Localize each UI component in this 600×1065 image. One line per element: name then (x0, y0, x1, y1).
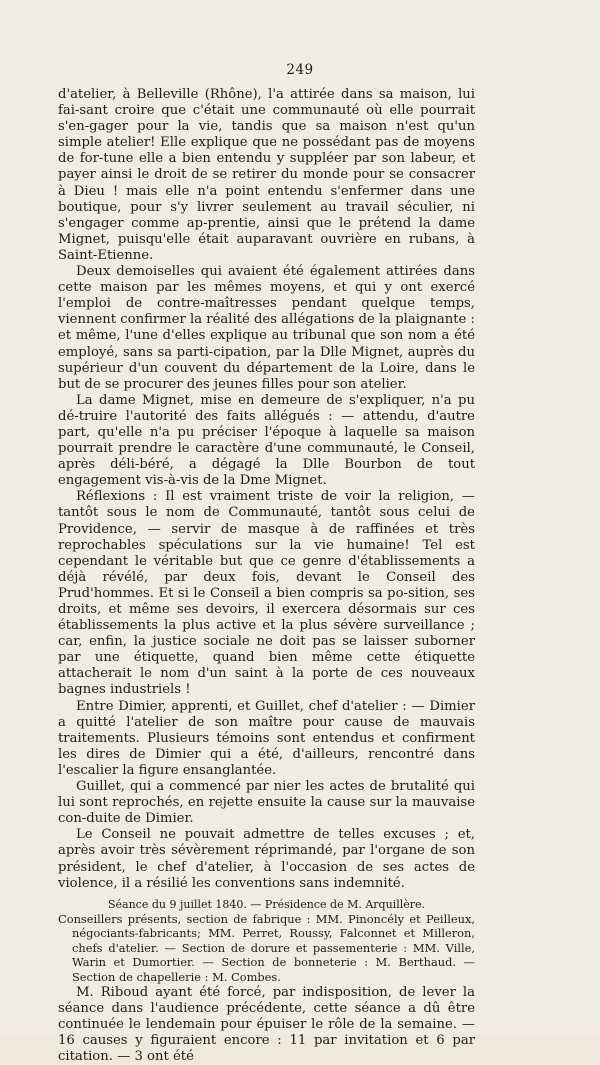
page-body (58, 87, 475, 1065)
paragraph-1: d'atelier, à Belleville (Rhône), l'a attirée dans sa maison, lui fai-sant croire que c'était une communauté où elle pourrait s'en-gager pour la vie, tandis que sa maison n'est qu'un simple atelier! Elle explique que ne possédant pas de moyens de for-tune elle a bien entendu y suppléer par son labeur, et payer ainsi le droit de se retirer du monde pour se consacrer à Dieu ! mais elle n'a point entendu s'enfermer dans une boutique, pour s'y livrer seulement au travail séculier, ni s'engager comme ap-prentie, ainsi que le prétend la dame Mignet, puisqu'elle était auparavant ouvrière en rubans, à Saint-Etienne. (58, 87, 475, 263)
paragraph-2: Deux demoiselles qui avaient été également attirées dans cette maison par les mêmes moyens, et qui y ont exercé l'emploi de contre-maîtresses pendant quelque temps, viennent confirmer la réalité des allégations de la plaignante : et même, l'une d'elles explique au tribunal que son nom a été employé, sans sa parti-cipation, par la Dlle Mignet, auprès du supérieur d'un couvent du département de la Loire, dans le but de se procurer des jeunes filles pour son atelier. (58, 264, 475, 392)
paragraph-7: Le Conseil ne pouvait admettre de telles excuses ; et, après avoir très sévèrement réprimandé, par l'organe de son président, le chef d'atelier, à l'occasion de ses actes de violence, il a résilié les conventions sans indemnité. (58, 827, 475, 891)
page-number: 249 (286, 62, 314, 78)
paragraph-8: M. Riboud ayant été forcé, par indisposition, de lever la séance dans l'audience précédente, cette séance a dû être continuée le lendemain pour épuiser le rôle de la semaine. — 16 causes y figuraient encore : 11 par invitation et 6 par citation. — 3 ont été (58, 984, 475, 1065)
paragraph-dimier-guillet: Entre Dimier, apprenti, et Guillet, chef d'atelier : — Dimier a quitté l'atelier de son maître pour cause de mauvais traitements. Plusieurs témoins sont entendus et confirment les dires de Dimier qui a été, d'ailleurs, rencontré dans l'escalier la figure ensanglantée. (58, 698, 475, 778)
conseillers-list: Conseillers présents, section de fabrique : MM. Pinoncély et Peilleux, négociants-fabricants; MM. Perret, Roussy, Falconnet et Milleron, chefs d'atelier. — Section de dorure et passementerie : MM. Ville, Warin et Dumortier. — Section de bonneterie : M. Berthaud. — Section de chapellerie : M. Combes. (58, 911, 475, 985)
seance-heading: Séance du 9 juillet 1840. — Présidence de M. Arquillère. (107, 897, 426, 911)
paragraph-reflexions: Réflexions : Il est vraiment triste de voir la religion, — tantôt sous le nom de Communauté, tantôt sous celui de Providence, — servir de masque à de raffinées et très reprochables spéculations sur la vie humaine! Tel est cependant le véritable but que ce genre d'établissements a déjà révélé, par deux fois, devant le Conseil des Prud'hommes. Et si le Conseil a bien compris sa po-sition, ses droits, et même ses devoirs, il exercera désormais sur ces établissements la plus active et la plus sévère surveillance ; car, enfin, la justice sociale ne doit pas se laisser suborner par une étiquette, quand bien même cette étiquette attacherait le nom d'un saint à la porte de ces nouveaux bagnes industriels ! (58, 489, 475, 698)
paragraph-6: Guillet, qui a commencé par nier les actes de brutalité qui lui sont reprochés, en rejette ensuite la cause sur la mauvaise con-duite de Dimier. (58, 779, 475, 827)
paragraph-3: La dame Mignet, mise en demeure de s'expliquer, n'a pu dé-truire l'autorité des faits allégués : — attendu, d'autre part, qu'elle n'a pu préciser l'époque à laquelle sa maison pourrait prendre le caractère d'une communauté, le Conseil, après déli-béré, a dégagé la Dlle Bourbon de tout engagement vis-à-vis de la Dme Mignet. (58, 392, 475, 489)
